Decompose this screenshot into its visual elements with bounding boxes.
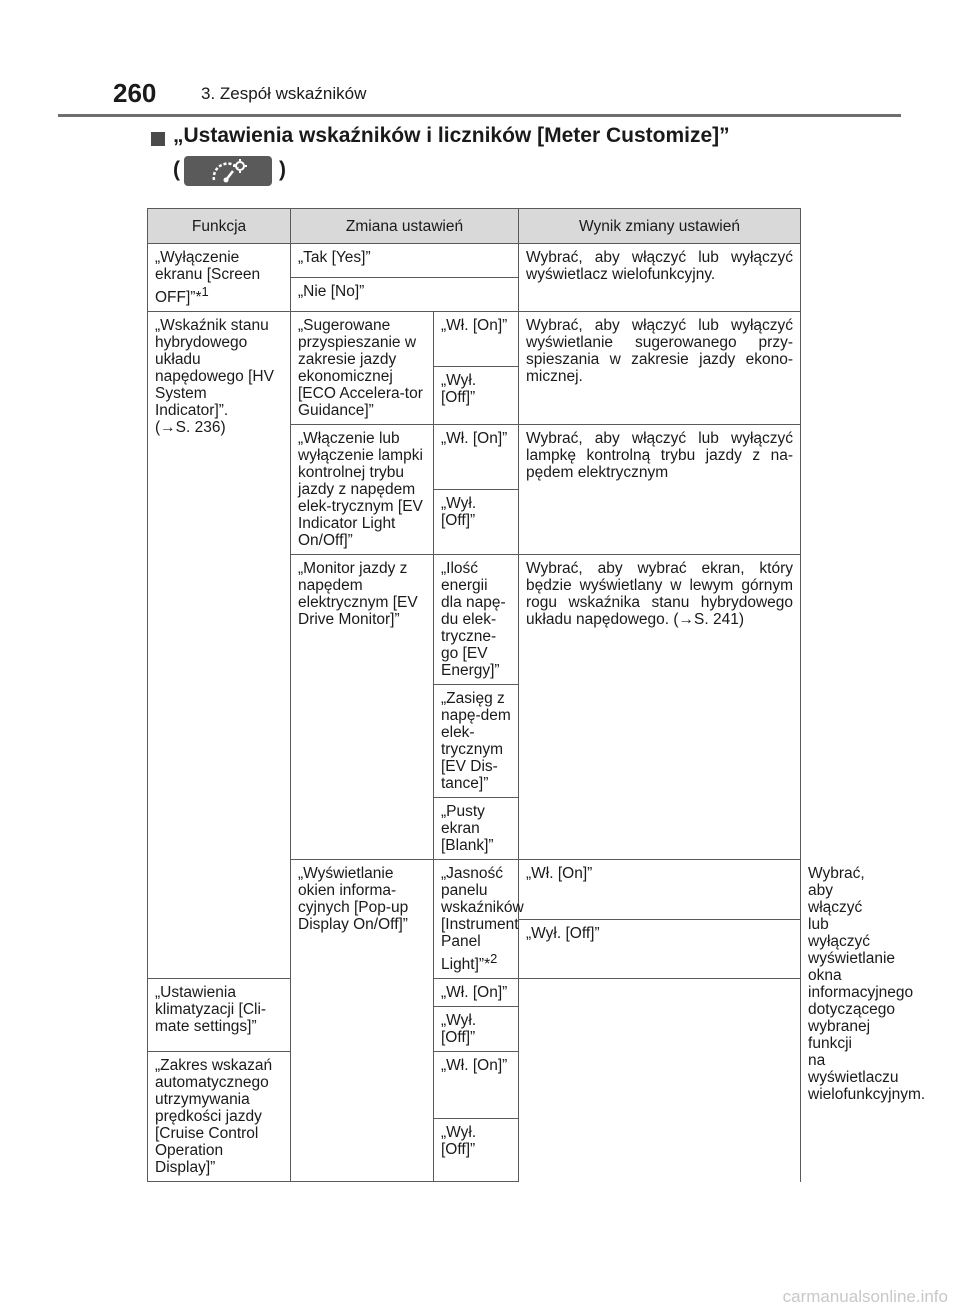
result-ev-drive-monitor: Wybrać, aby wybrać ekran, który będzie wyświetlany w lewym górnym rogu wskaźnika stanu hybrydowego układu napędowego. (→S. 241) (519, 555, 801, 860)
option-on: „Wł. [On]” (434, 312, 519, 367)
option-on: „Wł. [On]” (434, 1052, 519, 1119)
result-screen-off: Wybrać, aby włączyć lub wyłączyć wyświetlacz wielofunkcyjny. (519, 244, 801, 312)
setting-cruise-control: „Zakres wskazań automatycznego utrzymywania prędkości jazdy [Cruise Control Operation Display]” (148, 1052, 291, 1182)
option-on: „Wł. [On]” (519, 860, 801, 920)
table-row (148, 1052, 801, 1119)
table-row: „Wyświetlanie okien informa-cyjnych [Pop-up Display On/Off]” „Jasność panelu wskaźników [Instrument Panel Light]”*$^2$ „Wł. [On]” Wybrać, aby włączyć lub wyłączyć wyświetlanie okna informacyjnego dotyczącego wybranej funkcji na wyświetlaczu wielofunkcyjnym. (148, 860, 801, 920)
settings-table (147, 208, 926, 1182)
option-off: „Wył. [Off]” (434, 366, 519, 424)
function-popup-display: „Wyświetlanie okien informa-cyjnych [Pop-up Display On/Off]” (291, 860, 434, 1182)
setting-ev-indicator: „Włączenie lub wyłączenie lampki kontrolnej trybu jazdy z napędem elek-trycznym [EV Indicator Light On/Off]” (291, 425, 434, 555)
option-off: „Wył. [Off]” (434, 1118, 519, 1181)
option-off: „Wył. [Off]” (434, 1007, 519, 1052)
setting-ev-drive-monitor: „Monitor jazdy z napędem elektrycznym [EV Drive Monitor]” (291, 555, 434, 860)
option-no: „Nie [No]” (291, 278, 519, 312)
option-blank: „Pusty ekran [Blank]” (434, 798, 519, 860)
paren-close: ) (279, 158, 286, 181)
function-screen-off: „Wyłączenie ekranu [Screen OFF]”*$^1$ (148, 244, 291, 312)
section-title: „Ustawienia wskaźników i liczników [Meter Customize]” (173, 124, 730, 147)
table-row (148, 312, 801, 367)
section-bullet (151, 132, 165, 146)
result-ev-indicator: Wybrać, aby włączyć lub wyłączyć lampkę kontrolną trybu jazdy z na-pędem elektrycznym (519, 425, 801, 555)
header-result: Wynik zmiany ustawień (519, 209, 801, 244)
watermark: carmanualsonline.info (782, 1287, 948, 1306)
page-number: 260 (113, 78, 157, 108)
header-function: Funkcja (148, 209, 291, 244)
option-off: „Wył. [Off]” (519, 919, 801, 979)
option-on: „Wł. [On]” (434, 425, 519, 490)
header-change: Zmiana ustawień (291, 209, 519, 244)
function-hv-indicator: „Wskaźnik stanu hybrydowego układu napędowego [HV System Indicator]”. (→S. 236) (148, 312, 291, 979)
meter-settings-icon (184, 156, 272, 186)
table-row (148, 979, 801, 1007)
setting-instrument-panel-light: „Jasność panelu wskaźników [Instrument Panel Light]”*$^2$ (434, 860, 519, 979)
paren-open: ( (173, 158, 180, 181)
option-off: „Wył. [Off]” (434, 490, 519, 555)
table-row (148, 244, 801, 278)
option-on: „Wł. [On]” (434, 979, 519, 1007)
setting-eco-guidance: „Sugerowane przyspieszanie w zakresie jazdy ekonomicznej [ECO Accelera-tor Guidance]” (291, 312, 434, 425)
setting-climate: „Ustawienia klimatyzacji [Cli-mate settings]” (148, 979, 291, 1052)
option-ev-energy: „Ilość energii dla napę-du elek-tryczne-go [EV Energy]” (434, 555, 519, 685)
result-eco-guidance: Wybrać, aby włączyć lub wyłączyć wyświetlanie sugerowanego przy-spieszania w zakresie jazdy ekono-micznej. (519, 312, 801, 425)
table-header-row (148, 209, 801, 244)
option-ev-distance: „Zasięg z napę-dem elek-trycznym [EV Dis-tance]” (434, 685, 519, 798)
chapter-title: 3. Zespół wskaźników (201, 84, 367, 103)
header-rule (58, 114, 901, 117)
option-yes: „Tak [Yes]” (291, 244, 519, 278)
